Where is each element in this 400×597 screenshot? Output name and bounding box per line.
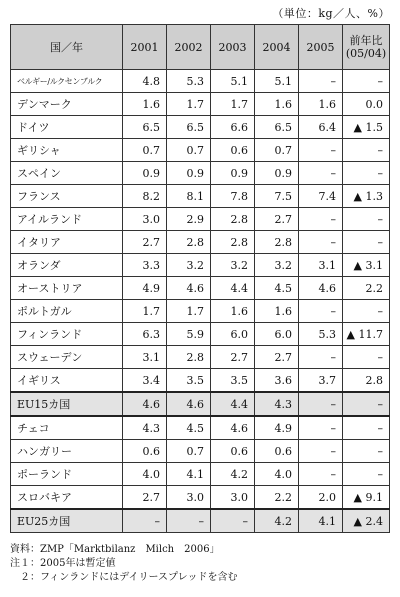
value-cell: – <box>299 70 343 93</box>
value-cell: 2.8 <box>255 231 299 254</box>
country-cell: フィンランド <box>11 323 123 346</box>
table-row <box>11 416 390 440</box>
value-cell: 2.7 <box>255 208 299 231</box>
value-cell: 2.8 <box>167 231 211 254</box>
value-cell: 4.5 <box>167 416 211 440</box>
value-cell: 4.8 <box>123 70 167 93</box>
table-row <box>11 509 390 533</box>
value-cell: 4.6 <box>167 392 211 416</box>
value-cell: 4.4 <box>211 392 255 416</box>
table-row <box>11 231 390 254</box>
value-cell: 6.5 <box>255 116 299 139</box>
value-cell: 8.1 <box>167 185 211 208</box>
table-row <box>11 277 390 300</box>
country-cell: スウェーデン <box>11 346 123 369</box>
value-cell: ▲ 1.3 <box>343 185 390 208</box>
value-cell: 5.3 <box>299 323 343 346</box>
value-cell: 0.9 <box>211 162 255 185</box>
value-cell: – <box>343 231 390 254</box>
value-cell: 4.1 <box>299 509 343 533</box>
value-cell: 2.8 <box>211 231 255 254</box>
value-cell: 2.8 <box>211 208 255 231</box>
value-cell: 2.8 <box>167 346 211 369</box>
table-row <box>11 185 390 208</box>
value-cell: 6.5 <box>123 116 167 139</box>
consumption-table <box>10 24 390 533</box>
country-cell: アイルランド <box>11 208 123 231</box>
value-cell: – <box>343 392 390 416</box>
value-cell: 0.6 <box>255 440 299 463</box>
table-row <box>11 162 390 185</box>
header-col-6: 前年比 (05/04) <box>343 25 390 70</box>
value-cell: 6.4 <box>299 116 343 139</box>
value-cell: – <box>343 346 390 369</box>
value-cell: 1.7 <box>211 93 255 116</box>
value-cell: 6.0 <box>255 323 299 346</box>
value-cell: – <box>167 509 211 533</box>
table-row <box>11 300 390 323</box>
value-cell: 4.2 <box>211 463 255 486</box>
value-cell: 3.7 <box>299 369 343 393</box>
header-col-1: 2001 <box>123 25 167 70</box>
value-cell: – <box>299 463 343 486</box>
value-cell: 6.0 <box>211 323 255 346</box>
value-cell: – <box>299 416 343 440</box>
note-1: 注１：2005年は暫定値 <box>10 558 116 569</box>
table-row <box>11 208 390 231</box>
value-cell: 5.3 <box>167 70 211 93</box>
value-cell: 1.7 <box>167 93 211 116</box>
country-cell: EU25カ国 <box>11 509 123 533</box>
value-cell: – <box>299 162 343 185</box>
table-body <box>11 70 390 533</box>
value-cell: 1.6 <box>255 300 299 323</box>
header-col-2: 2002 <box>167 25 211 70</box>
table-row <box>11 70 390 93</box>
value-cell: 3.2 <box>167 254 211 277</box>
value-cell: – <box>299 392 343 416</box>
value-cell: – <box>343 70 390 93</box>
value-cell: 3.1 <box>299 254 343 277</box>
value-cell: ▲ 3.1 <box>343 254 390 277</box>
value-cell: 3.2 <box>255 254 299 277</box>
value-cell: 0.9 <box>255 162 299 185</box>
value-cell: 1.6 <box>299 93 343 116</box>
value-cell: 0.6 <box>211 139 255 162</box>
source-note: 資料：ZMP「Marktbilanz Milch 2006」 <box>10 544 220 555</box>
country-cell: スペイン <box>11 162 123 185</box>
value-cell: 4.6 <box>123 392 167 416</box>
value-cell: 4.2 <box>255 509 299 533</box>
value-cell: – <box>211 509 255 533</box>
country-cell: イギリス <box>11 369 123 393</box>
value-cell: – <box>343 208 390 231</box>
value-cell: – <box>343 139 390 162</box>
value-cell: 1.6 <box>211 300 255 323</box>
table-header <box>11 25 390 70</box>
value-cell: 4.9 <box>123 277 167 300</box>
value-cell: 4.6 <box>211 416 255 440</box>
country-cell: EU15カ国 <box>11 392 123 416</box>
value-cell: 4.0 <box>255 463 299 486</box>
value-cell: – <box>343 300 390 323</box>
table-notes <box>10 543 238 585</box>
country-cell: ギリシャ <box>11 139 123 162</box>
value-cell: 0.7 <box>123 139 167 162</box>
value-cell: 6.5 <box>167 116 211 139</box>
value-cell: 4.4 <box>211 277 255 300</box>
value-cell: ▲ 11.7 <box>343 323 390 346</box>
value-cell: 0.7 <box>167 139 211 162</box>
value-cell: 3.0 <box>211 486 255 510</box>
header-country-year: 国／年 <box>11 25 123 70</box>
value-cell: 4.9 <box>255 416 299 440</box>
value-cell: 0.6 <box>211 440 255 463</box>
value-cell: 4.0 <box>123 463 167 486</box>
country-cell: ベルギー/ルクセンブルク <box>11 70 123 93</box>
value-cell: 1.7 <box>167 300 211 323</box>
country-cell: スロバキア <box>11 486 123 510</box>
value-cell: ▲ 1.5 <box>343 116 390 139</box>
country-cell: ハンガリー <box>11 440 123 463</box>
value-cell: 4.6 <box>299 277 343 300</box>
value-cell: 8.2 <box>123 185 167 208</box>
country-cell: ドイツ <box>11 116 123 139</box>
value-cell: 4.1 <box>167 463 211 486</box>
value-cell: 4.3 <box>123 416 167 440</box>
value-cell: 0.7 <box>167 440 211 463</box>
value-cell: 7.4 <box>299 185 343 208</box>
value-cell: – <box>343 440 390 463</box>
value-cell: 1.6 <box>255 93 299 116</box>
table-row <box>11 392 390 416</box>
country-cell: オランダ <box>11 254 123 277</box>
value-cell: – <box>299 139 343 162</box>
value-cell: 2.7 <box>211 346 255 369</box>
value-cell: – <box>343 463 390 486</box>
value-cell: 2.2 <box>343 277 390 300</box>
value-cell: – <box>299 208 343 231</box>
value-cell: 2.2 <box>255 486 299 510</box>
value-cell: 0.9 <box>123 162 167 185</box>
header-row <box>11 25 390 70</box>
value-cell: – <box>123 509 167 533</box>
value-cell: 0.9 <box>167 162 211 185</box>
value-cell: – <box>343 162 390 185</box>
value-cell: 1.6 <box>123 93 167 116</box>
value-cell: 0.7 <box>255 139 299 162</box>
country-cell: デンマーク <box>11 93 123 116</box>
value-cell: 2.7 <box>123 486 167 510</box>
header-col-5: 2005 <box>299 25 343 70</box>
value-cell: – <box>299 300 343 323</box>
table-row <box>11 254 390 277</box>
value-cell: 5.1 <box>255 70 299 93</box>
value-cell: 0.6 <box>123 440 167 463</box>
table-row <box>11 463 390 486</box>
country-cell: ポーランド <box>11 463 123 486</box>
value-cell: 2.9 <box>167 208 211 231</box>
value-cell: 3.0 <box>167 486 211 510</box>
note-2: ２：フィンランドにはデイリースプレッドを含む <box>10 572 238 583</box>
table-row <box>11 323 390 346</box>
value-cell: 3.2 <box>211 254 255 277</box>
unit-label: （単位：kg／人、%） <box>272 7 390 20</box>
value-cell: 4.3 <box>255 392 299 416</box>
value-cell: – <box>299 440 343 463</box>
value-cell: 3.5 <box>211 369 255 393</box>
country-cell: フランス <box>11 185 123 208</box>
country-cell: チェコ <box>11 416 123 440</box>
table-row <box>11 440 390 463</box>
value-cell: – <box>299 346 343 369</box>
header-col-3: 2003 <box>211 25 255 70</box>
value-cell: 3.6 <box>255 369 299 393</box>
value-cell: 0.0 <box>343 93 390 116</box>
value-cell: 7.8 <box>211 185 255 208</box>
table-row <box>11 486 390 510</box>
table-row <box>11 116 390 139</box>
value-cell: 4.5 <box>255 277 299 300</box>
table-row <box>11 346 390 369</box>
value-cell: – <box>299 231 343 254</box>
country-cell: ポルトガル <box>11 300 123 323</box>
value-cell: 2.0 <box>299 486 343 510</box>
value-cell: 7.5 <box>255 185 299 208</box>
value-cell: 6.3 <box>123 323 167 346</box>
country-cell: オーストリア <box>11 277 123 300</box>
value-cell: 3.5 <box>167 369 211 393</box>
country-cell: イタリア <box>11 231 123 254</box>
value-cell: 6.6 <box>211 116 255 139</box>
table-row <box>11 93 390 116</box>
value-cell: 3.0 <box>123 208 167 231</box>
value-cell: 2.7 <box>255 346 299 369</box>
header-col-4: 2004 <box>255 25 299 70</box>
value-cell: 4.6 <box>167 277 211 300</box>
value-cell: 2.8 <box>343 369 390 393</box>
value-cell: 3.3 <box>123 254 167 277</box>
value-cell: 5.9 <box>167 323 211 346</box>
value-cell: ▲ 9.1 <box>343 486 390 510</box>
table-row <box>11 139 390 162</box>
table-row <box>11 369 390 393</box>
value-cell: ▲ 2.4 <box>343 509 390 533</box>
value-cell: 3.1 <box>123 346 167 369</box>
value-cell: – <box>343 416 390 440</box>
value-cell: 2.7 <box>123 231 167 254</box>
value-cell: 5.1 <box>211 70 255 93</box>
value-cell: 3.4 <box>123 369 167 393</box>
value-cell: 1.7 <box>123 300 167 323</box>
